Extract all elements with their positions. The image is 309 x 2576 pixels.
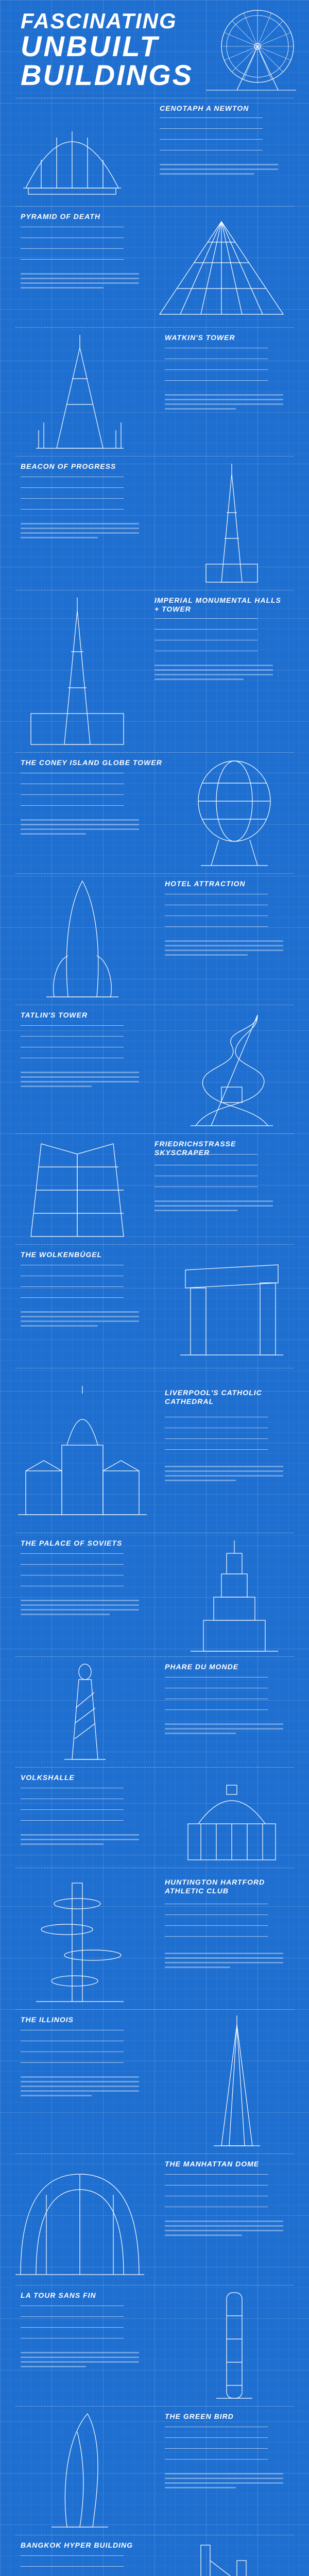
entry-huntington-hartford-athletic-club (0, 1868, 309, 2009)
entry-divider (15, 2009, 294, 2010)
entry-divider (15, 1656, 294, 1657)
entry-meta (154, 1154, 258, 1197)
entry-description (165, 940, 283, 959)
watkins-tower-drawing (26, 332, 134, 451)
entry-watkins-tower (0, 327, 309, 456)
entry-divider (15, 1767, 294, 1768)
entry-hotel-attraction (0, 873, 309, 1005)
entry-heading: WATKIN'S TOWER (165, 333, 235, 342)
entry-meta (21, 477, 124, 520)
entry-liverpool-catholic-cathedral (0, 1368, 309, 1533)
entry-meta (160, 117, 263, 161)
entry-meta (21, 773, 124, 816)
entry-description (21, 523, 139, 541)
entry-description (165, 1953, 283, 1971)
entry-description (165, 2221, 283, 2239)
huntington-hartford-drawing (15, 1873, 144, 2004)
entry-heading: LIVERPOOL'S CATHOLIC CATHEDRAL (165, 1388, 262, 1405)
green-bird-drawing (46, 2411, 113, 2530)
entry-meta (21, 2306, 124, 2349)
entry-heading: BEACON OF PROGRESS (21, 462, 116, 470)
entry-divider (15, 1133, 294, 1134)
cenotaph-drawing (21, 106, 124, 198)
palace-of-soviets-drawing (185, 1538, 283, 1654)
entry-heading: THE GREEN BIRD (165, 2412, 234, 2420)
manhattan-dome-drawing (15, 2164, 144, 2277)
entry-the-illinois (0, 2009, 309, 2154)
entry-heading: THE ILLINOIS (21, 2015, 74, 2024)
tour-sans-fin-drawing (216, 2290, 252, 2401)
pyramid-drawing (154, 216, 288, 319)
entry-description (165, 1723, 283, 1737)
title-block (21, 10, 206, 90)
liverpool-cathedral-drawing (15, 1383, 149, 1517)
entry-description (165, 1466, 283, 1484)
wolkenbugel-drawing (175, 1255, 288, 1358)
entry-heading: PHARE DU MONDE (165, 1663, 239, 1671)
entry-description (21, 1834, 139, 1848)
entry-heading: HUNTINGTON HARTFORD ATHLETIC CLUB (165, 1878, 265, 1895)
tatlin-tower-drawing (180, 1010, 283, 1128)
beacon-drawing (196, 461, 268, 585)
entry-description (154, 1200, 273, 1214)
entry-meta (165, 2174, 268, 2217)
entry-heading: IMPERIAL MONUMENTAL HALLS + TOWER (154, 596, 281, 613)
friedrichstrasse-drawing (21, 1139, 134, 1239)
entry-heading: THE MANHATTAN DOME (165, 2160, 260, 2168)
phare-du-monde-drawing (62, 1662, 108, 1762)
entry-the-green-bird (0, 2406, 309, 2535)
hero-ferris-wheel-drawing (201, 5, 299, 93)
entry-meta (21, 1025, 124, 1069)
entry-heading: FRIEDRICHSTRASSE SKYSCRAPER (154, 1140, 236, 1157)
entry-meta (165, 2427, 268, 2470)
entry-meta (21, 1265, 124, 1308)
entry-pyramid-of-death (0, 206, 309, 327)
entry-meta (165, 894, 268, 937)
entry-divider (15, 327, 294, 328)
entry-meta (165, 1904, 268, 1947)
entry-la-tour-sans-fin (0, 2285, 309, 2406)
entry-heading: THE WOLKENBÜGEL (21, 1250, 102, 1259)
entry-coney-island-globe-tower (0, 752, 309, 873)
title-line-1: FASCINATING (21, 9, 177, 33)
entry-description (21, 273, 139, 292)
entry-description (21, 1311, 139, 1330)
title-line-3: BUILDINGS (21, 59, 193, 91)
title-line-2: UNBUILT (21, 30, 160, 62)
volkshalle-drawing (175, 1777, 288, 1862)
entry-friedrichstrasse-skyscraper (0, 1133, 309, 1244)
entry-tatlins-tower (0, 1005, 309, 1133)
entry-description (165, 394, 283, 413)
entry-volkshalle (0, 1767, 309, 1868)
entry-divider (15, 752, 294, 753)
entry-phare-du-monde (0, 1656, 309, 1767)
entry-heading: BANGKOK HYPER BUILDING (21, 2541, 133, 2549)
entry-the-manhattan-dome (0, 2154, 309, 2285)
entry-cenotaph-a-newton (0, 98, 309, 206)
entry-description (21, 1072, 139, 1090)
entry-heading: TATLIN'S TOWER (21, 1011, 88, 1019)
entry-heading: VOLKSHALLE (21, 1773, 75, 1782)
entry-description (21, 819, 139, 838)
imperial-halls-drawing (21, 595, 134, 747)
entry-meta (165, 1677, 268, 1720)
entry-meta (21, 227, 124, 270)
entry-description (154, 665, 273, 683)
entry-description (160, 164, 278, 178)
entry-imperial-monumental-halls (0, 590, 309, 752)
entry-heading: HOTEL ATTRACTION (165, 879, 246, 888)
globe-tower-drawing (191, 757, 278, 868)
entry-heading: THE CONEY ISLAND GLOBE TOWER (21, 758, 162, 767)
entry-beacon-of-progress (0, 456, 309, 590)
entry-palace-of-soviets (0, 1533, 309, 1656)
hotel-attraction-drawing (31, 878, 134, 999)
entry-heading: CENOTAPH A NEWTON (160, 104, 249, 112)
bangkok-hyper-building-drawing (170, 2540, 288, 2576)
illinois-drawing (211, 2014, 263, 2148)
entry-meta (165, 348, 268, 391)
entry-description (21, 2076, 139, 2099)
entry-meta (165, 1417, 268, 1460)
entry-meta (21, 2030, 124, 2073)
entry-bangkok-hyper-building (0, 2535, 309, 2576)
entry-divider (15, 206, 294, 207)
entry-meta (154, 618, 258, 662)
entry-divider (15, 873, 294, 874)
entry-heading: THE PALACE OF SOVIETS (21, 1539, 123, 1547)
entry-meta (21, 2555, 124, 2576)
entry-wolkenbugel (0, 1244, 309, 1368)
entry-description (21, 1600, 139, 1618)
entry-description (165, 2473, 283, 2492)
entry-heading: PYRAMID OF DEATH (21, 212, 100, 221)
entry-description (21, 2352, 139, 2370)
entry-meta (21, 1553, 124, 1597)
entry-divider (15, 1244, 294, 1245)
entry-heading: LA TOUR SANS FIN (21, 2291, 96, 2299)
entry-meta (21, 1788, 124, 1831)
